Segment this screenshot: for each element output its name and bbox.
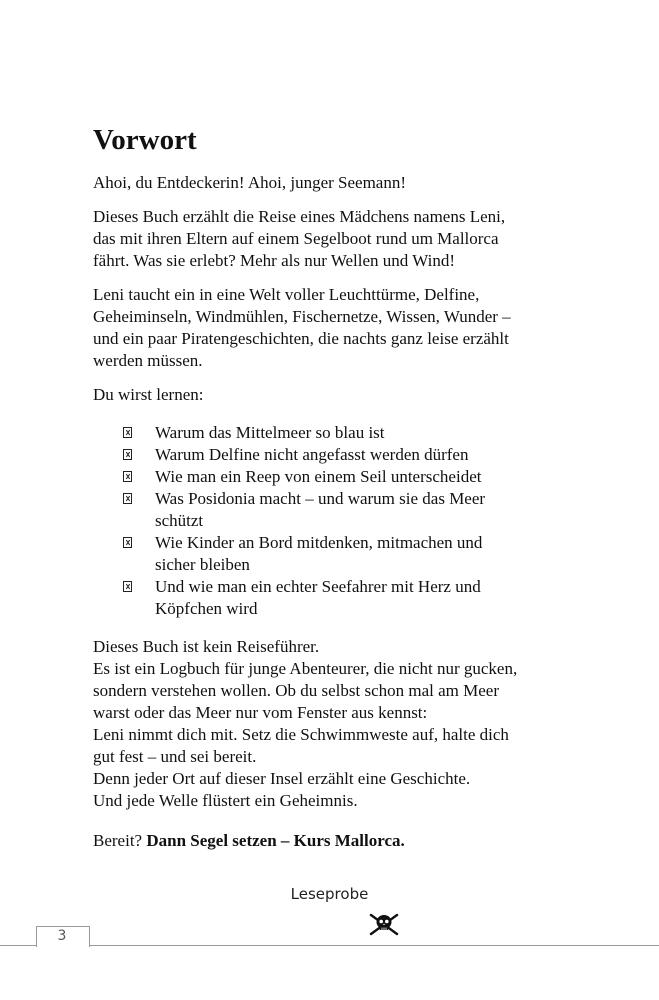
list-item <box>123 466 563 488</box>
page-title: Vorwort <box>93 124 197 156</box>
learn-list <box>123 422 563 620</box>
missing-glyph-icon <box>123 449 132 460</box>
closing-plain: Bereit? <box>93 831 147 850</box>
list-item-text: Und wie man ein echter Seefahrer mit Herz und Köpfchen wird <box>155 577 481 618</box>
list-item <box>123 422 563 444</box>
missing-glyph-icon <box>123 493 132 504</box>
list-item-text: Warum Delfine nicht angefasst werden dürfen <box>155 445 469 464</box>
missing-glyph-icon <box>123 581 132 592</box>
list-item <box>123 576 563 620</box>
closing-line <box>93 830 563 852</box>
missing-glyph-icon <box>123 427 132 438</box>
skull-crossbones-icon <box>367 911 401 937</box>
page-content <box>93 122 563 852</box>
list-item <box>123 532 563 576</box>
paragraph-intro: Dieses Buch erzählt die Reise eines Mädchens namens Leni, das mit ihren Eltern auf einem Segelboot rund um Mallorca fährt. Was sie erlebt? Mehr als nur Wellen und Wind! <box>93 207 506 270</box>
list-item <box>123 444 563 466</box>
list-item <box>123 488 563 532</box>
list-item-text: Wie Kinder an Bord mitdenken, mitmachen und sicher bleiben <box>155 533 483 574</box>
list-item-text: Warum das Mittelmeer so blau ist <box>155 423 385 442</box>
missing-glyph-icon <box>123 537 132 548</box>
closing-bold: Dann Segel setzen – Kurs Mallorca. <box>146 831 405 850</box>
learn-intro: Du wirst lernen: <box>93 385 204 404</box>
list-item-text: Was Posidonia macht – und warum sie das Meer schützt <box>155 489 486 530</box>
watermark-text: Leseprobe <box>290 885 369 903</box>
paragraph-logbook: Dieses Buch ist kein Reiseführer. Es ist ein Logbuch für junge Abenteurer, die nicht nur gucken, sondern verstehen wollen. Ob du selbst schon mal am Meer warst oder das Meer nur vom Fenster aus kennst: Leni nimmt dich mit. Setz die Schwimmweste auf, halte dich gut fest – und sei bereit. Denn jeder Ort auf dieser Insel erzählt eine Geschichte. Und jede Welle flüstert ein Geheimnis. <box>93 637 518 810</box>
paragraph-world: Leni taucht ein in eine Welt voller Leuchttürme, Delfine, Geheiminseln, Windmühlen, Fischernetze, Wissen, Wunder – und ein paar Piratengeschichten, die nachts ganz leise erzählt werden müssen. <box>93 285 511 370</box>
page-number: 3 <box>57 928 67 944</box>
list-item-text: Wie man ein Reep von einem Seil unterscheidet <box>155 467 482 486</box>
greeting: Ahoi, du Entdeckerin! Ahoi, junger Seemann! <box>93 173 407 192</box>
footer-rule <box>0 945 659 946</box>
missing-glyph-icon <box>123 471 132 482</box>
